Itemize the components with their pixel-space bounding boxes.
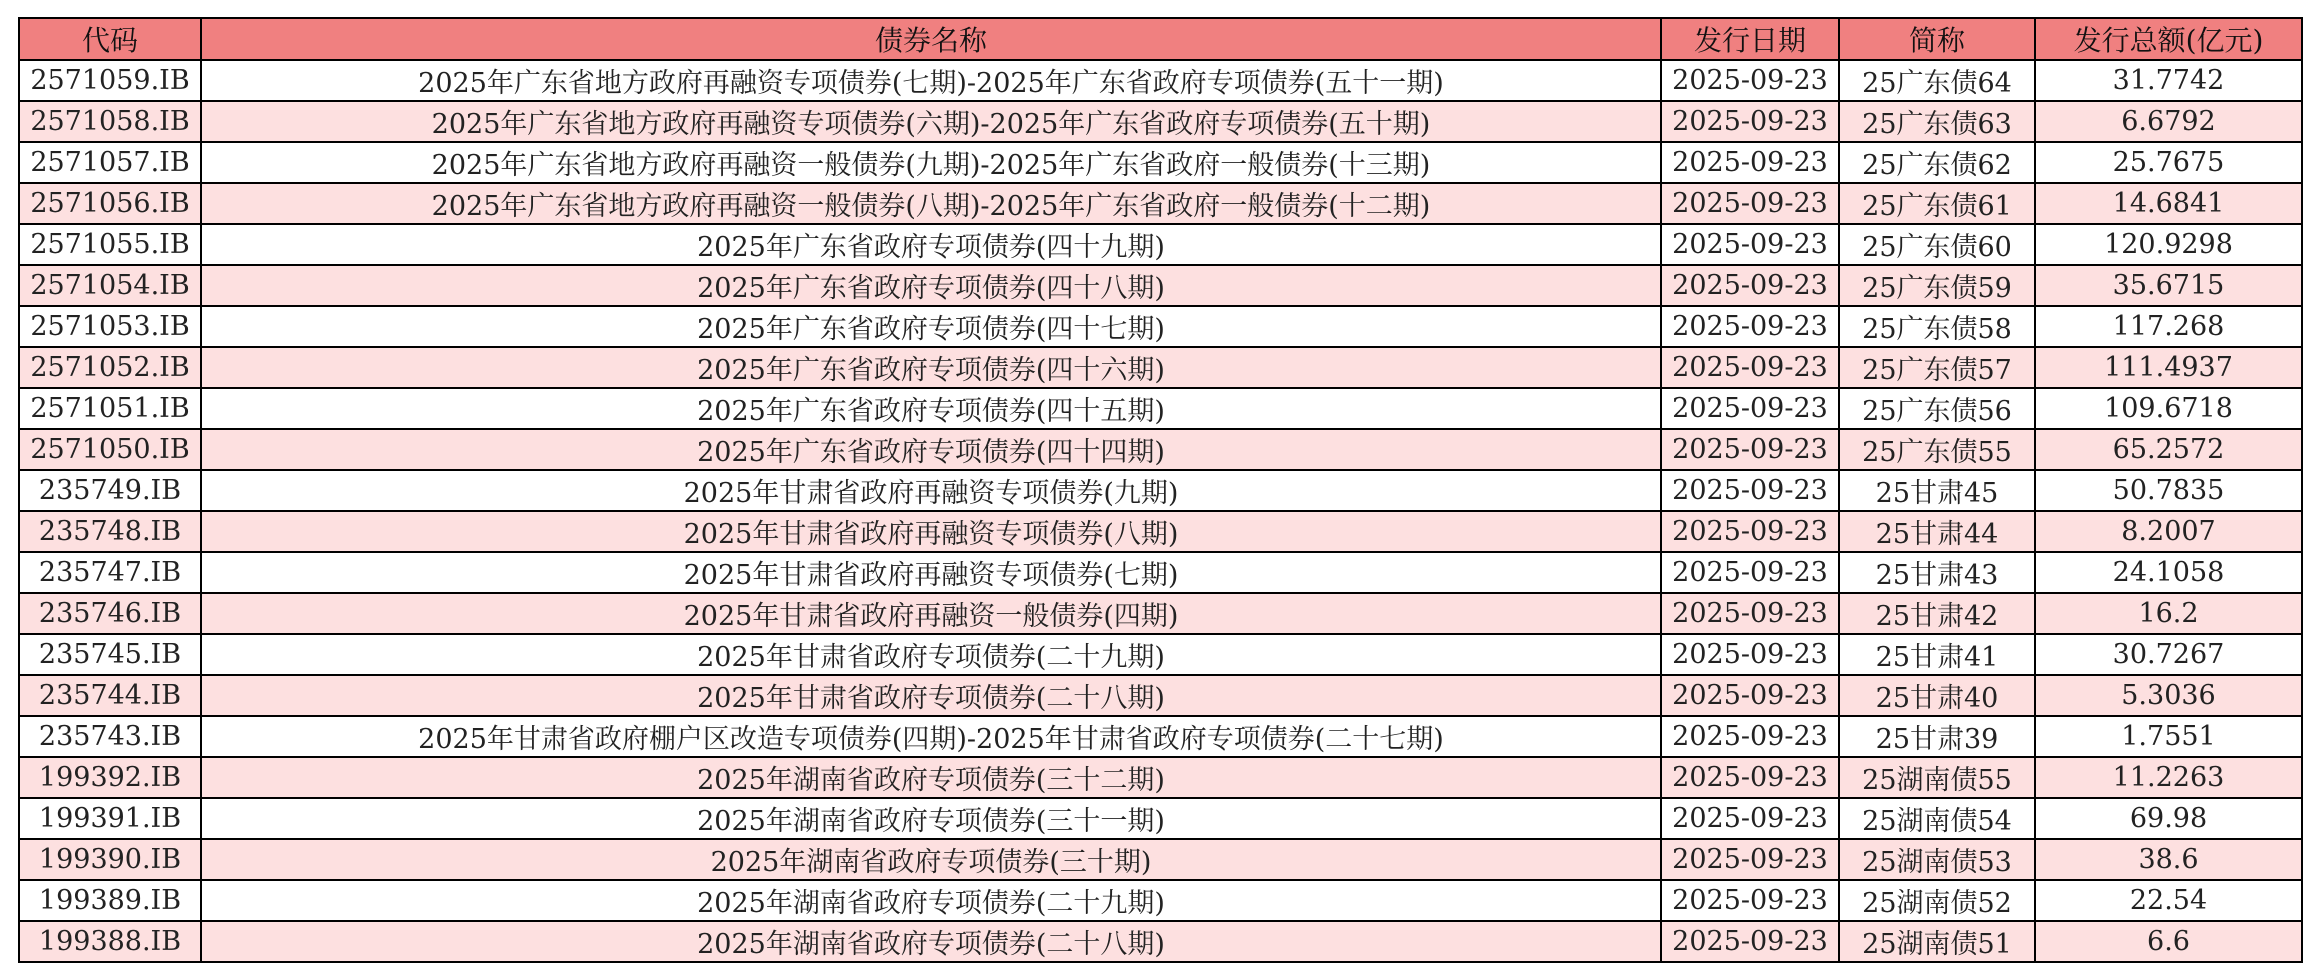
cell-bond-name: 2025年广东省政府专项债券(四十五期) [201, 388, 1661, 429]
cell-short-name: 25广东债64 [1839, 60, 2035, 101]
cell-code: 2571052.IB [19, 347, 201, 388]
cell-short-name: 25甘肃40 [1839, 675, 2035, 716]
table-row [19, 552, 2302, 593]
cell-issue-date: 2025-09-23 [1661, 60, 1839, 101]
header-code: 代码 [19, 18, 201, 60]
cell-code: 235746.IB [19, 593, 201, 634]
cell-issue-date: 2025-09-23 [1661, 265, 1839, 306]
cell-issue-amount: 38.6 [2035, 839, 2302, 880]
table-row [19, 593, 2302, 634]
cell-issue-date: 2025-09-23 [1661, 675, 1839, 716]
cell-code: 199390.IB [19, 839, 201, 880]
cell-code: 235747.IB [19, 552, 201, 593]
cell-issue-amount: 31.7742 [2035, 60, 2302, 101]
cell-issue-date: 2025-09-23 [1661, 552, 1839, 593]
cell-issue-date: 2025-09-23 [1661, 634, 1839, 675]
cell-issue-date: 2025-09-23 [1661, 511, 1839, 552]
header-bond-name: 债券名称 [201, 18, 1661, 60]
cell-issue-date: 2025-09-23 [1661, 224, 1839, 265]
cell-code: 199391.IB [19, 798, 201, 839]
cell-short-name: 25广东债57 [1839, 347, 2035, 388]
table-row [19, 265, 2302, 306]
header-issue-date: 发行日期 [1661, 18, 1839, 60]
cell-short-name: 25广东债63 [1839, 101, 2035, 142]
cell-issue-amount: 14.6841 [2035, 183, 2302, 224]
table-row [19, 60, 2302, 101]
cell-issue-amount: 24.1058 [2035, 552, 2302, 593]
cell-bond-name: 2025年广东省政府专项债券(四十四期) [201, 429, 1661, 470]
cell-bond-name: 2025年广东省地方政府再融资专项债券(七期)-2025年广东省政府专项债券(五十一期) [201, 60, 1661, 101]
cell-bond-name: 2025年湖南省政府专项债券(二十八期) [201, 921, 1661, 962]
cell-issue-amount: 8.2007 [2035, 511, 2302, 552]
table-row [19, 142, 2302, 183]
cell-issue-date: 2025-09-23 [1661, 880, 1839, 921]
cell-issue-amount: 50.7835 [2035, 470, 2302, 511]
cell-code: 199388.IB [19, 921, 201, 962]
cell-code: 235748.IB [19, 511, 201, 552]
table-row [19, 306, 2302, 347]
cell-code: 2571056.IB [19, 183, 201, 224]
cell-issue-amount: 5.3036 [2035, 675, 2302, 716]
cell-code: 235749.IB [19, 470, 201, 511]
table-row [19, 511, 2302, 552]
cell-code: 235745.IB [19, 634, 201, 675]
table-row [19, 839, 2302, 880]
cell-short-name: 25甘肃45 [1839, 470, 2035, 511]
cell-code: 2571057.IB [19, 142, 201, 183]
table-row [19, 224, 2302, 265]
cell-bond-name: 2025年湖南省政府专项债券(三十二期) [201, 757, 1661, 798]
cell-short-name: 25广东债60 [1839, 224, 2035, 265]
cell-issue-date: 2025-09-23 [1661, 142, 1839, 183]
cell-code: 2571053.IB [19, 306, 201, 347]
cell-issue-date: 2025-09-23 [1661, 306, 1839, 347]
cell-issue-amount: 35.6715 [2035, 265, 2302, 306]
cell-short-name: 25湖南债55 [1839, 757, 2035, 798]
cell-bond-name: 2025年广东省地方政府再融资一般债券(八期)-2025年广东省政府一般债券(十二期) [201, 183, 1661, 224]
cell-issue-date: 2025-09-23 [1661, 429, 1839, 470]
table-row [19, 101, 2302, 142]
cell-bond-name: 2025年广东省政府专项债券(四十九期) [201, 224, 1661, 265]
cell-short-name: 25广东债56 [1839, 388, 2035, 429]
cell-bond-name: 2025年广东省地方政府再融资专项债券(六期)-2025年广东省政府专项债券(五十期) [201, 101, 1661, 142]
cell-short-name: 25广东债61 [1839, 183, 2035, 224]
cell-bond-name: 2025年广东省地方政府再融资一般债券(九期)-2025年广东省政府一般债券(十三期) [201, 142, 1661, 183]
cell-issue-date: 2025-09-23 [1661, 183, 1839, 224]
cell-issue-amount: 22.54 [2035, 880, 2302, 921]
table-row [19, 798, 2302, 839]
table-row [19, 880, 2302, 921]
table-row [19, 429, 2302, 470]
cell-bond-name: 2025年甘肃省政府专项债券(二十八期) [201, 675, 1661, 716]
cell-bond-name: 2025年甘肃省政府棚户区改造专项债券(四期)-2025年甘肃省政府专项债券(二十七期) [201, 716, 1661, 757]
cell-issue-date: 2025-09-23 [1661, 347, 1839, 388]
table-row [19, 470, 2302, 511]
cell-short-name: 25广东债62 [1839, 142, 2035, 183]
cell-issue-date: 2025-09-23 [1661, 593, 1839, 634]
cell-issue-date: 2025-09-23 [1661, 470, 1839, 511]
cell-bond-name: 2025年广东省政府专项债券(四十七期) [201, 306, 1661, 347]
cell-bond-name: 2025年湖南省政府专项债券(三十期) [201, 839, 1661, 880]
cell-issue-amount: 65.2572 [2035, 429, 2302, 470]
cell-issue-amount: 25.7675 [2035, 142, 2302, 183]
cell-short-name: 25湖南债53 [1839, 839, 2035, 880]
cell-short-name: 25湖南债52 [1839, 880, 2035, 921]
cell-short-name: 25甘肃39 [1839, 716, 2035, 757]
cell-short-name: 25甘肃43 [1839, 552, 2035, 593]
cell-bond-name: 2025年广东省政府专项债券(四十八期) [201, 265, 1661, 306]
cell-issue-date: 2025-09-23 [1661, 101, 1839, 142]
cell-bond-name: 2025年甘肃省政府专项债券(二十九期) [201, 634, 1661, 675]
cell-issue-date: 2025-09-23 [1661, 921, 1839, 962]
cell-code: 2571058.IB [19, 101, 201, 142]
table-row [19, 388, 2302, 429]
cell-issue-amount: 109.6718 [2035, 388, 2302, 429]
cell-issue-amount: 120.9298 [2035, 224, 2302, 265]
cell-bond-name: 2025年广东省政府专项债券(四十六期) [201, 347, 1661, 388]
cell-short-name: 25广东债55 [1839, 429, 2035, 470]
table-row [19, 716, 2302, 757]
header-short-name: 简称 [1839, 18, 2035, 60]
cell-issue-amount: 117.268 [2035, 306, 2302, 347]
cell-code: 2571055.IB [19, 224, 201, 265]
cell-short-name: 25湖南债51 [1839, 921, 2035, 962]
cell-issue-amount: 1.7551 [2035, 716, 2302, 757]
bond-issuance-table [18, 17, 2303, 963]
cell-code: 199389.IB [19, 880, 201, 921]
cell-short-name: 25甘肃41 [1839, 634, 2035, 675]
cell-issue-amount: 6.6792 [2035, 101, 2302, 142]
bond-issuance-table-container [18, 17, 2301, 963]
cell-code: 235743.IB [19, 716, 201, 757]
cell-code: 2571059.IB [19, 60, 201, 101]
cell-code: 2571051.IB [19, 388, 201, 429]
cell-bond-name: 2025年湖南省政府专项债券(三十一期) [201, 798, 1661, 839]
cell-issue-amount: 69.98 [2035, 798, 2302, 839]
cell-short-name: 25甘肃44 [1839, 511, 2035, 552]
cell-issue-date: 2025-09-23 [1661, 757, 1839, 798]
cell-issue-date: 2025-09-23 [1661, 839, 1839, 880]
table-row [19, 757, 2302, 798]
cell-code: 2571054.IB [19, 265, 201, 306]
cell-issue-amount: 111.4937 [2035, 347, 2302, 388]
cell-bond-name: 2025年甘肃省政府再融资一般债券(四期) [201, 593, 1661, 634]
table-row [19, 921, 2302, 962]
header-issue-amount: 发行总额(亿元) [2035, 18, 2302, 60]
cell-issue-date: 2025-09-23 [1661, 388, 1839, 429]
cell-bond-name: 2025年甘肃省政府再融资专项债券(八期) [201, 511, 1661, 552]
table-row [19, 347, 2302, 388]
cell-issue-amount: 30.7267 [2035, 634, 2302, 675]
cell-issue-amount: 11.2263 [2035, 757, 2302, 798]
table-row [19, 634, 2302, 675]
cell-code: 235744.IB [19, 675, 201, 716]
cell-code: 2571050.IB [19, 429, 201, 470]
cell-issue-amount: 6.6 [2035, 921, 2302, 962]
cell-short-name: 25湖南债54 [1839, 798, 2035, 839]
cell-issue-amount: 16.2 [2035, 593, 2302, 634]
cell-short-name: 25甘肃42 [1839, 593, 2035, 634]
table-header-row [19, 18, 2302, 60]
cell-bond-name: 2025年甘肃省政府再融资专项债券(九期) [201, 470, 1661, 511]
cell-bond-name: 2025年湖南省政府专项债券(二十九期) [201, 880, 1661, 921]
cell-short-name: 25广东债59 [1839, 265, 2035, 306]
cell-bond-name: 2025年甘肃省政府再融资专项债券(七期) [201, 552, 1661, 593]
table-row [19, 183, 2302, 224]
cell-code: 199392.IB [19, 757, 201, 798]
table-body [19, 60, 2302, 962]
cell-short-name: 25广东债58 [1839, 306, 2035, 347]
cell-issue-date: 2025-09-23 [1661, 798, 1839, 839]
table-row [19, 675, 2302, 716]
cell-issue-date: 2025-09-23 [1661, 716, 1839, 757]
